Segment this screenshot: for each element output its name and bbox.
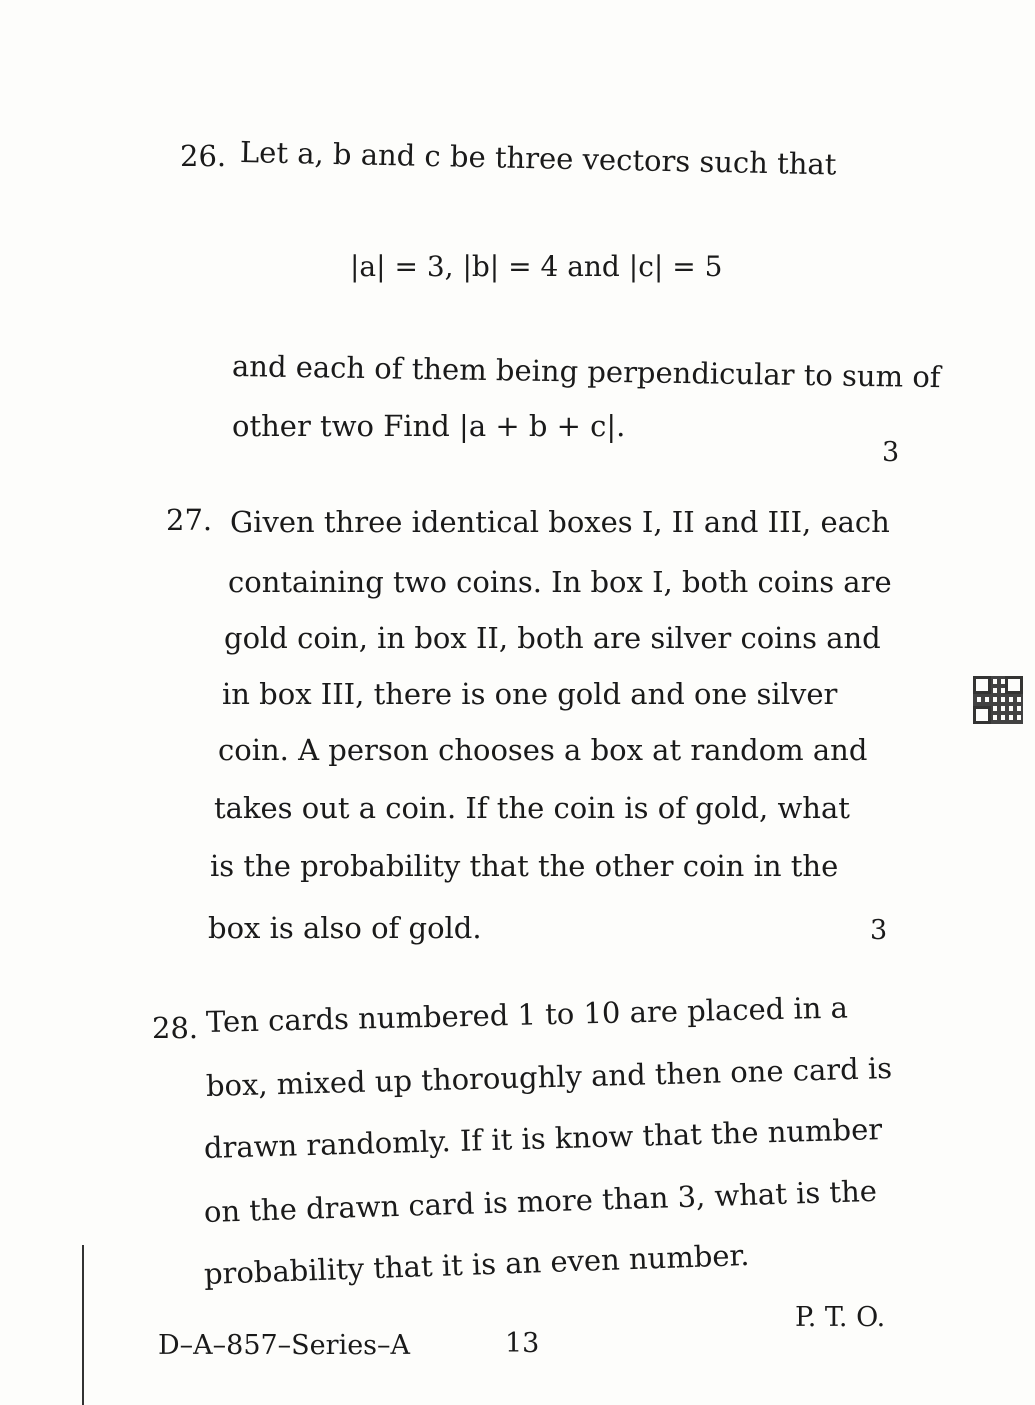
question-line: and each of them being perpendicular to sum of bbox=[231, 349, 941, 395]
question-line: gold coin, in box II, both are silver coins and bbox=[224, 621, 881, 655]
question-line: box is also of gold. bbox=[208, 911, 482, 945]
vector-magnitudes: |a| = 3, |b| = 4 and |c| = 5 bbox=[350, 250, 723, 283]
paper-code: D–A–857–Series–A bbox=[158, 1330, 411, 1361]
marks: 3 bbox=[882, 437, 900, 468]
question-line: is the probability that the other coin in the bbox=[210, 849, 839, 883]
question-line: probability that it is an even number. bbox=[203, 1237, 750, 1291]
qr-code-icon bbox=[973, 676, 1023, 724]
question-number: 27. bbox=[166, 503, 213, 537]
question-line: Let a, b and c be three vectors such that bbox=[239, 135, 837, 182]
question-line: Given three identical boxes I, II and III, each bbox=[230, 505, 890, 539]
pto-label: P. T. O. bbox=[795, 1302, 886, 1333]
page-number: 13 bbox=[505, 1328, 540, 1359]
question-line: coin. A person chooses a box at random and bbox=[218, 733, 868, 767]
question-line: containing two coins. In box I, both coins are bbox=[228, 565, 892, 599]
marks: 3 bbox=[870, 915, 888, 946]
question-line: box, mixed up thoroughly and then one card is bbox=[205, 1051, 893, 1103]
margin-line bbox=[82, 1245, 84, 1405]
question-line: drawn randomly. If it is know that the number bbox=[203, 1112, 883, 1165]
question-number: 28. bbox=[152, 1011, 199, 1045]
question-line: takes out a coin. If the coin is of gold, what bbox=[214, 791, 850, 825]
question-number: 26. bbox=[180, 139, 227, 173]
question-line: in box III, there is one gold and one silver bbox=[222, 677, 838, 711]
question-line: on the drawn card is more than 3, what is the bbox=[203, 1173, 878, 1229]
question-line: Ten cards numbered 1 to 10 are placed in a bbox=[205, 990, 849, 1039]
question-line: other two Find |a + b + c|. bbox=[232, 409, 626, 443]
